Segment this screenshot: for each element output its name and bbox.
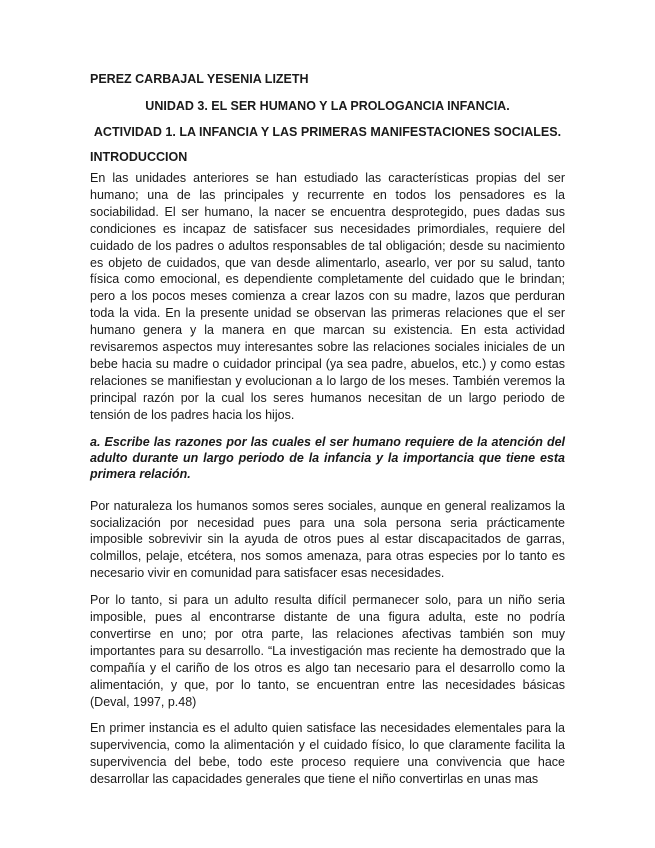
intro-heading: INTRODUCCION <box>90 150 188 164</box>
unit-title: UNIDAD 3. EL SER HUMANO Y LA PROLOGANCIA INFANCIA. <box>145 99 510 113</box>
intro-paragraph: En las unidades anteriores se han estudiado las características propias del ser humano; una de las principales y recurrente en todos los pensadores es la sociabilidad. El ser humano, la nacer se encuentra desprotegido, pues dadas sus condiciones es incapaz de satisfacer sus necesidades primordiales, requiere del cuidado de los padres o adultos responsables de tal obligación; desde su nacimiento es objeto de cuidados, que van desde alimentarlo, asearlo, ver por su salud, tanto física como emocional, es dependiente completamente del cuidado que le brindan; pero a los pocos meses comienza a crear lazos con su madre, lazos que perduran toda la vida. En la presente unidad se observan las primeras relaciones que el ser humano genera y la manera en que marcan su existencia. En esta actividad revisaremos aspectos muy interesantes sobre las relaciones sociales iniciales de un bebe hacia su madre o cuidador principal (ya sea padre, abuelos, etc.) y como estas relaciones se manifiestan y evolucionan a lo largo de los meses. También veremos la principal razón por la cual los seres humanos necesitan de un largo periodo de tensión de los padres hacia los hijos. <box>90 171 565 422</box>
activity-title: ACTIVIDAD 1. LA INFANCIA Y LAS PRIMERAS MANIFESTACIONES SOCIALES. <box>93 125 562 139</box>
answer-paragraph-1: Por naturaleza los humanos somos seres sociales, aunque en general realizamos la socialización por necesidad pues para una sola persona seria prácticamente imposible sobrevivir sin la ayuda de otros pues al estar discapacitados de garras, colmillos, pelaje, etcétera, nos somos amenaza, para otras especies por lo tanto es necesario vivir en comunidad para satisfacer esas necesidades. <box>90 498 565 581</box>
answer-paragraph-2: Por lo tanto, si para un adulto resulta difícil permanecer solo, para un niño seria imposible, pues al encontrarse distante de una figura adulta, este no podría convertirse en uno; por otra parte, las relaciones afectivas también son muy importantes para su desarrollo. “La investigación mas reciente ha demostrado que la compañía y el cariño de los otros es algo tan necesario para el desarrollo como la alimentación, y que, por lo tanto, se encuentran entre las necesidades básicas (Deval, 1997, p.48) <box>90 593 565 709</box>
answer-paragraph-3: En primer instancia es el adulto quien satisface las necesidades elementales para la supervivencia, como la alimentación y el cuidado físico, lo que claramente facilita la supervivencia del bebe, todo este proceso requiere una convivencia que hace desarrollar las capacidades generales que tiene el niño convertirlas en unas mas <box>90 721 565 787</box>
question-a: a. Escribe las razones por las cuales el ser humano requiere de la atención del adulto durante un largo periodo de la infancia y la importancia que tiene esta primera relación. <box>90 434 565 481</box>
document-page <box>90 72 565 798</box>
author-name: PEREZ CARBAJAL YESENIA LIZETH <box>90 72 309 86</box>
